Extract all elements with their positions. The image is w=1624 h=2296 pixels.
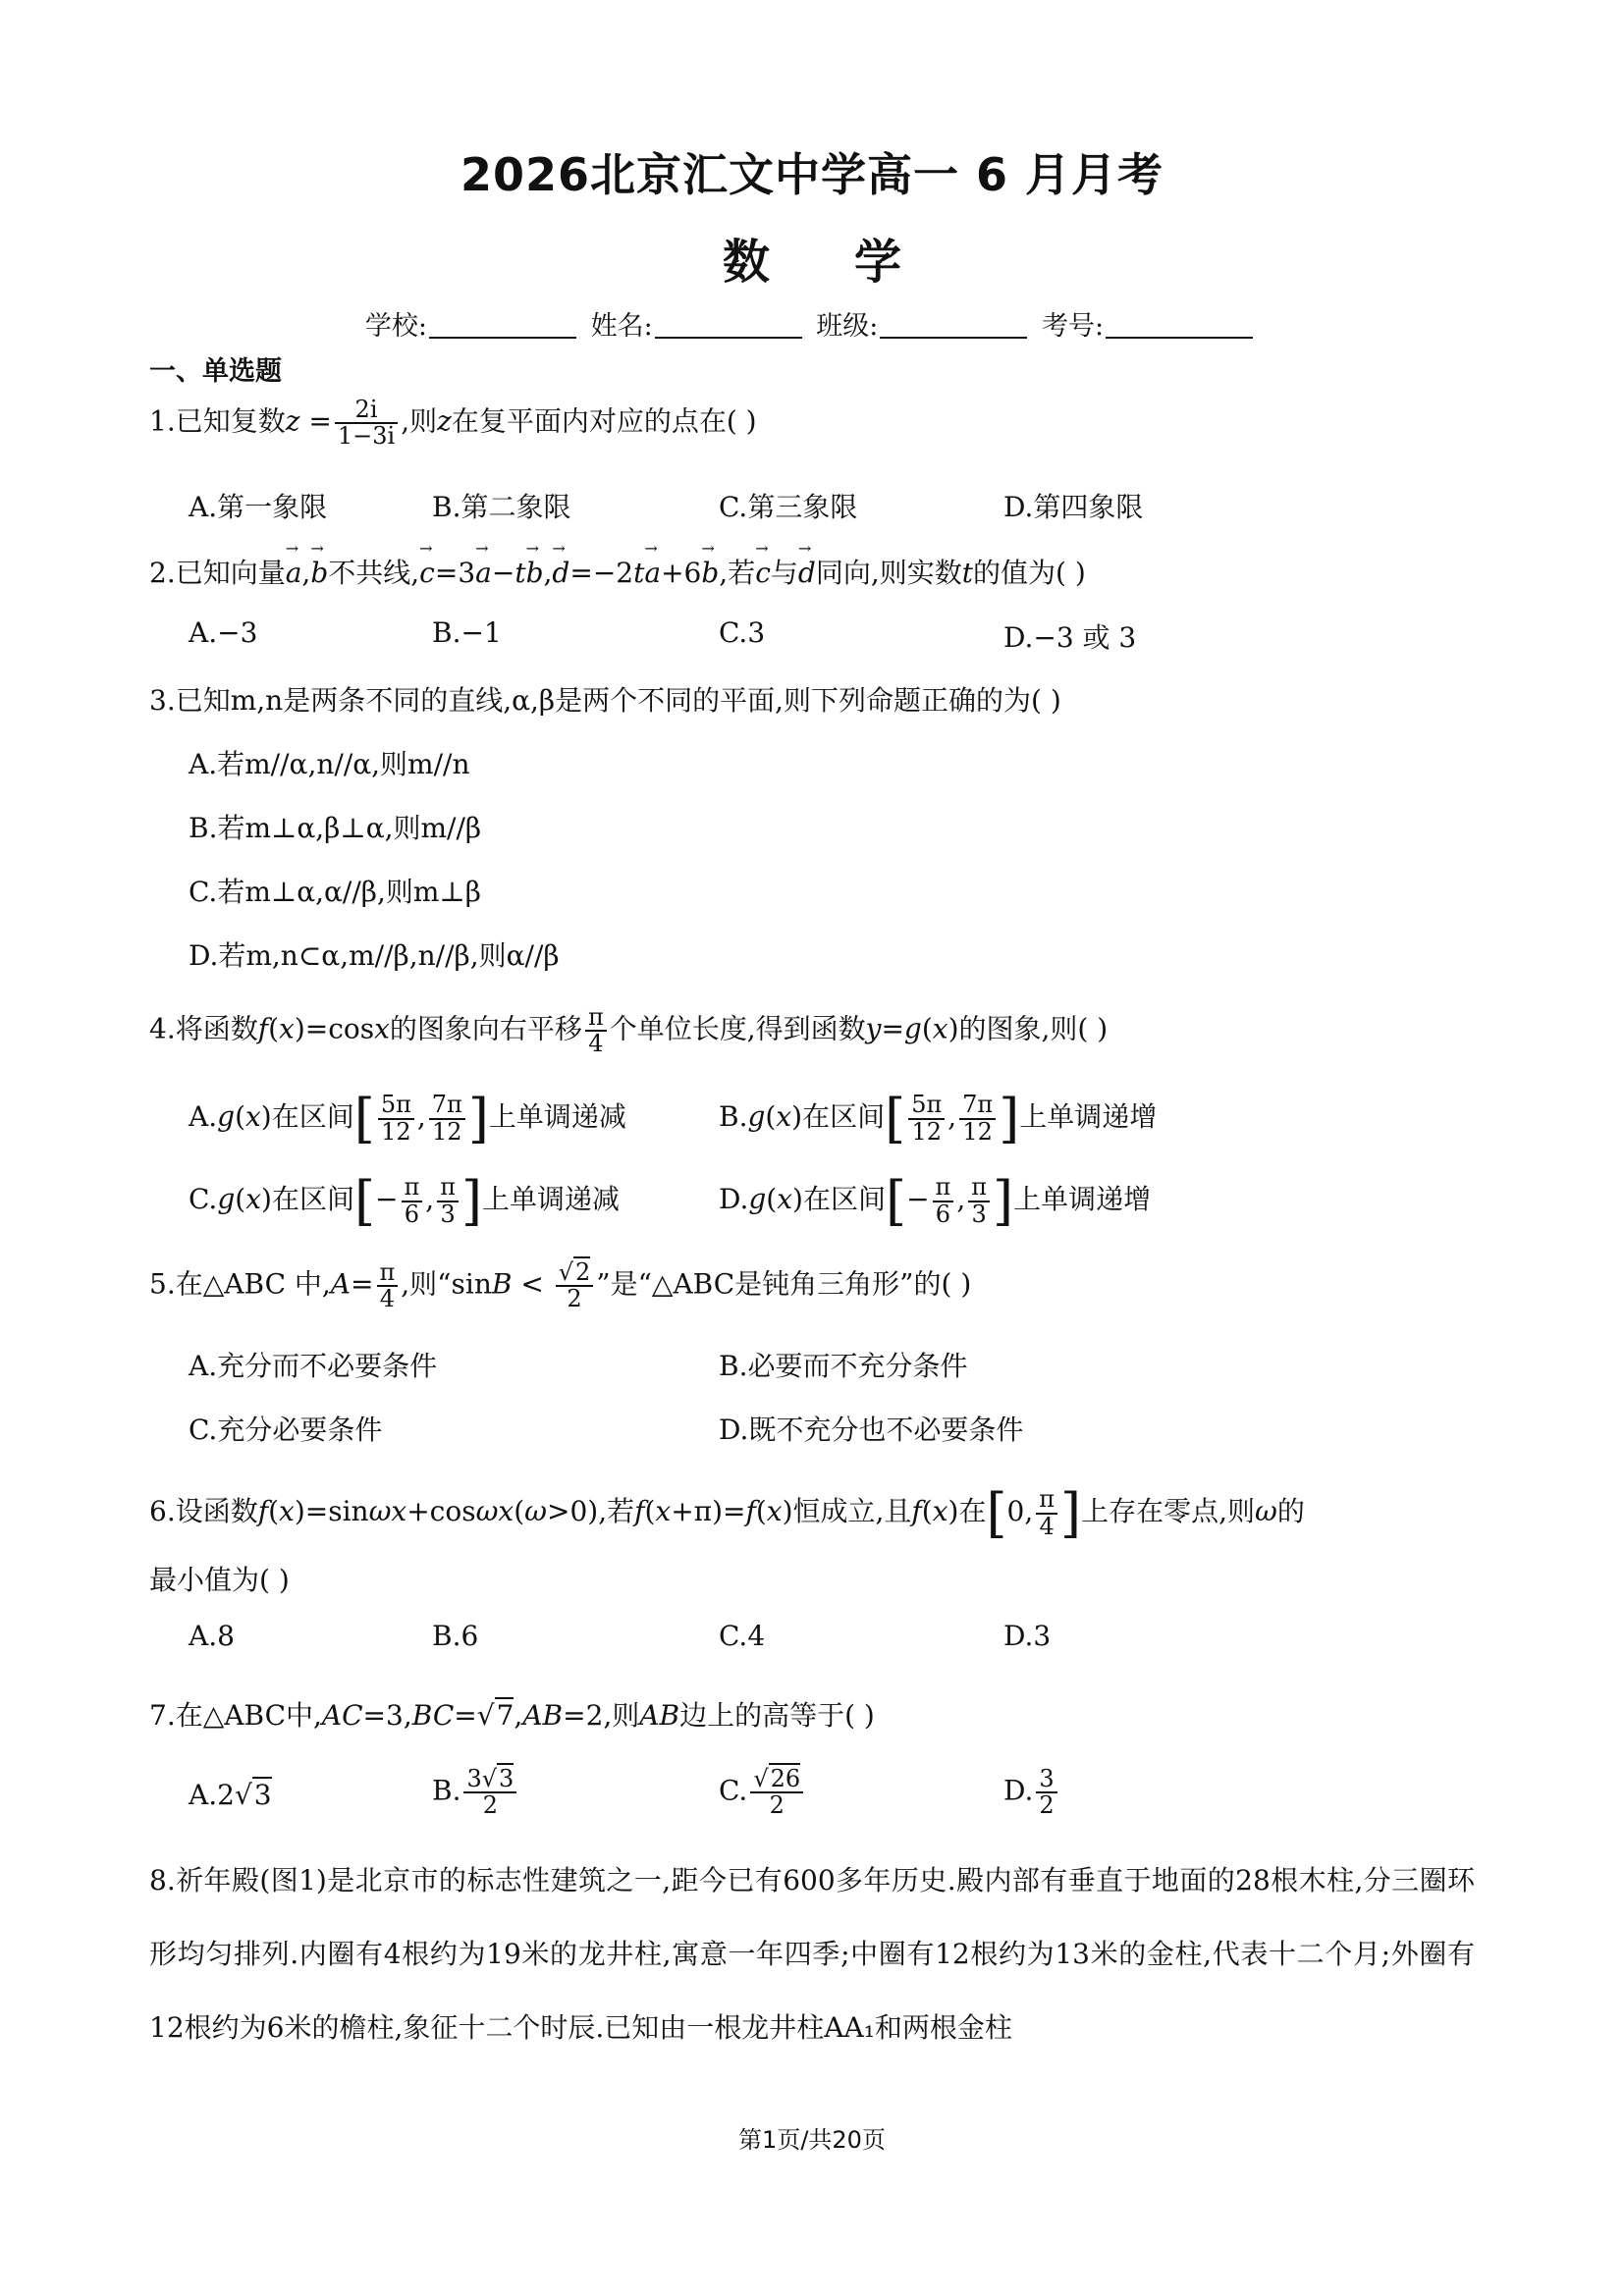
q5-option-a: A.充分而不必要条件 (189, 1350, 438, 1382)
q3-option-c: C.若m⊥α,α//β,则m⊥β (189, 876, 481, 908)
q5-option-b: B.必要而不充分条件 (719, 1350, 968, 1382)
q2-option-d: D.−3 或 3 (1003, 621, 1137, 654)
exam-number-label: 考号: (1042, 311, 1105, 342)
q7-option-c: C. $\frac{√26}{2}$ (719, 1767, 806, 1818)
q1-option-d: D.第四象限 (1003, 491, 1144, 523)
question-8: 8.祈年殿(图1)是北京市的标志性建筑之一,距今已有600多年历史.殿内部有垂直于地面的28根木柱,分三圈环形均匀排列.内圈有4根约为19米的龙井柱,寓意一年四季;中圈有12根约为13米的金柱,代表十二个月;外圈有12根约为6米的檐柱,象征十二个时辰.已知由一根龙井柱AA₁和两根金柱 (149, 1864, 1475, 2044)
q1-fraction: $\frac{2i}{1-3i}$ (335, 398, 398, 449)
q2-option-b: B.−1 (432, 616, 502, 649)
q5-option-d: D.既不充分也不必要条件 (719, 1414, 1024, 1446)
question-7: 7.在△ABC中,AC=3,BC=√7,AB=2,则AB边上的高等于( ) (149, 1699, 875, 1732)
section-heading: 一、单选题 (149, 356, 282, 387)
q3-option-d: D.若m,n⊂α,m//β,n//β,则α//β (189, 939, 560, 972)
class-blank[interactable] (880, 311, 1027, 339)
q4-option-b: B.g(x)在区间[ $\frac{5\pi}{12}$ , $\frac{7\pi}{12}$ ]上单调递增 (719, 1088, 1158, 1149)
name-label: 姓名: (590, 311, 653, 342)
q7-option-b: B. $\frac{3√3}{2}$ (432, 1767, 519, 1818)
exam-number-blank[interactable] (1106, 311, 1253, 339)
q7-option-a: A.2√3 (189, 1779, 272, 1811)
q6-option-b: B.6 (432, 1620, 479, 1652)
question-6: 6.设函数f(x)=sinωx+cosωx(ω>0),若f(x+π)=f(x)恒成立,且f(x)在[0, $\frac{\pi}{4}$ ]上存在零点,则ω的 (149, 1482, 1305, 1544)
q1-option-b: B.第二象限 (432, 491, 571, 523)
question-6-line-2: 最小值为( ) (149, 1564, 290, 1596)
subject-title: 数学 (722, 235, 986, 290)
school-label: 学校: (364, 311, 427, 342)
name-blank[interactable] (655, 311, 802, 339)
question-4: 4.将函数f(x)=cosx的图象向右平移 $\frac{\pi}{4}$ 个单位长度,得到函数y=g(x)的图象,则( ) (149, 1003, 1109, 1058)
class-label: 班级: (816, 311, 879, 342)
q4-option-d: D.g(x)在区间[− $\frac{\pi}{6}$ , $\frac{\pi}{3}$ ]上单调递增 (719, 1170, 1152, 1232)
q6-option-a: A.8 (189, 1620, 235, 1652)
question-5: 5.在△ABC 中,A= $\frac{\pi}{4}$ ,则“sinB < $\frac{√2}{2}$ ”是“△ABC是钝角三角形”的( ) (149, 1258, 972, 1313)
page-title: 2026北京汇文中学高一 6 月月考 (460, 148, 1164, 201)
q2-option-a: A.−3 (189, 616, 258, 649)
q7-option-d: D. $\frac{3}{2}$ (1003, 1767, 1060, 1818)
q3-option-b: B.若m⊥α,β⊥α,则m//β (189, 812, 482, 844)
q6-option-d: D.3 (1003, 1620, 1052, 1652)
question-3: 3.已知m,n是两条不同的直线,α,β是两个不同的平面,则下列命题正确的为( ) (149, 684, 1061, 717)
q1-option-a: A.第一象限 (189, 491, 328, 523)
student-info-line (0, 304, 1624, 343)
q3-option-a: A.若m//α,n//α,则m//n (189, 748, 470, 780)
q2-option-c: C.3 (719, 616, 766, 649)
page-footer: 第1页/共20页 (738, 2126, 886, 2154)
q5-option-c: C.充分必要条件 (189, 1414, 383, 1446)
q1-option-c: C.第三象限 (719, 491, 858, 523)
q4-option-c: C.g(x)在区间[− $\frac{\pi}{6}$ , $\frac{\pi}{3}$ ]上单调递减 (189, 1170, 621, 1232)
question-2: 2.已知向量→ a,→ b不共线,→ c=3→ a−t→ b,→ d=−2t→ a+6→ b,若→ c与→ d同向,则实数t的值为( ) (149, 552, 1086, 591)
q4-option-a: A.g(x)在区间[ $\frac{5\pi}{12}$ , $\frac{7\pi}{12}$ ]上单调递减 (189, 1088, 626, 1149)
school-blank[interactable] (429, 311, 576, 339)
q1-stem: 1.已知复数 (149, 404, 286, 438)
question-1: 1.已知复数z = $\frac{2i}{1-3i}$ ,则z在复平面内对应的点在( ) (149, 396, 757, 451)
q6-option-c: C.4 (719, 1620, 766, 1652)
